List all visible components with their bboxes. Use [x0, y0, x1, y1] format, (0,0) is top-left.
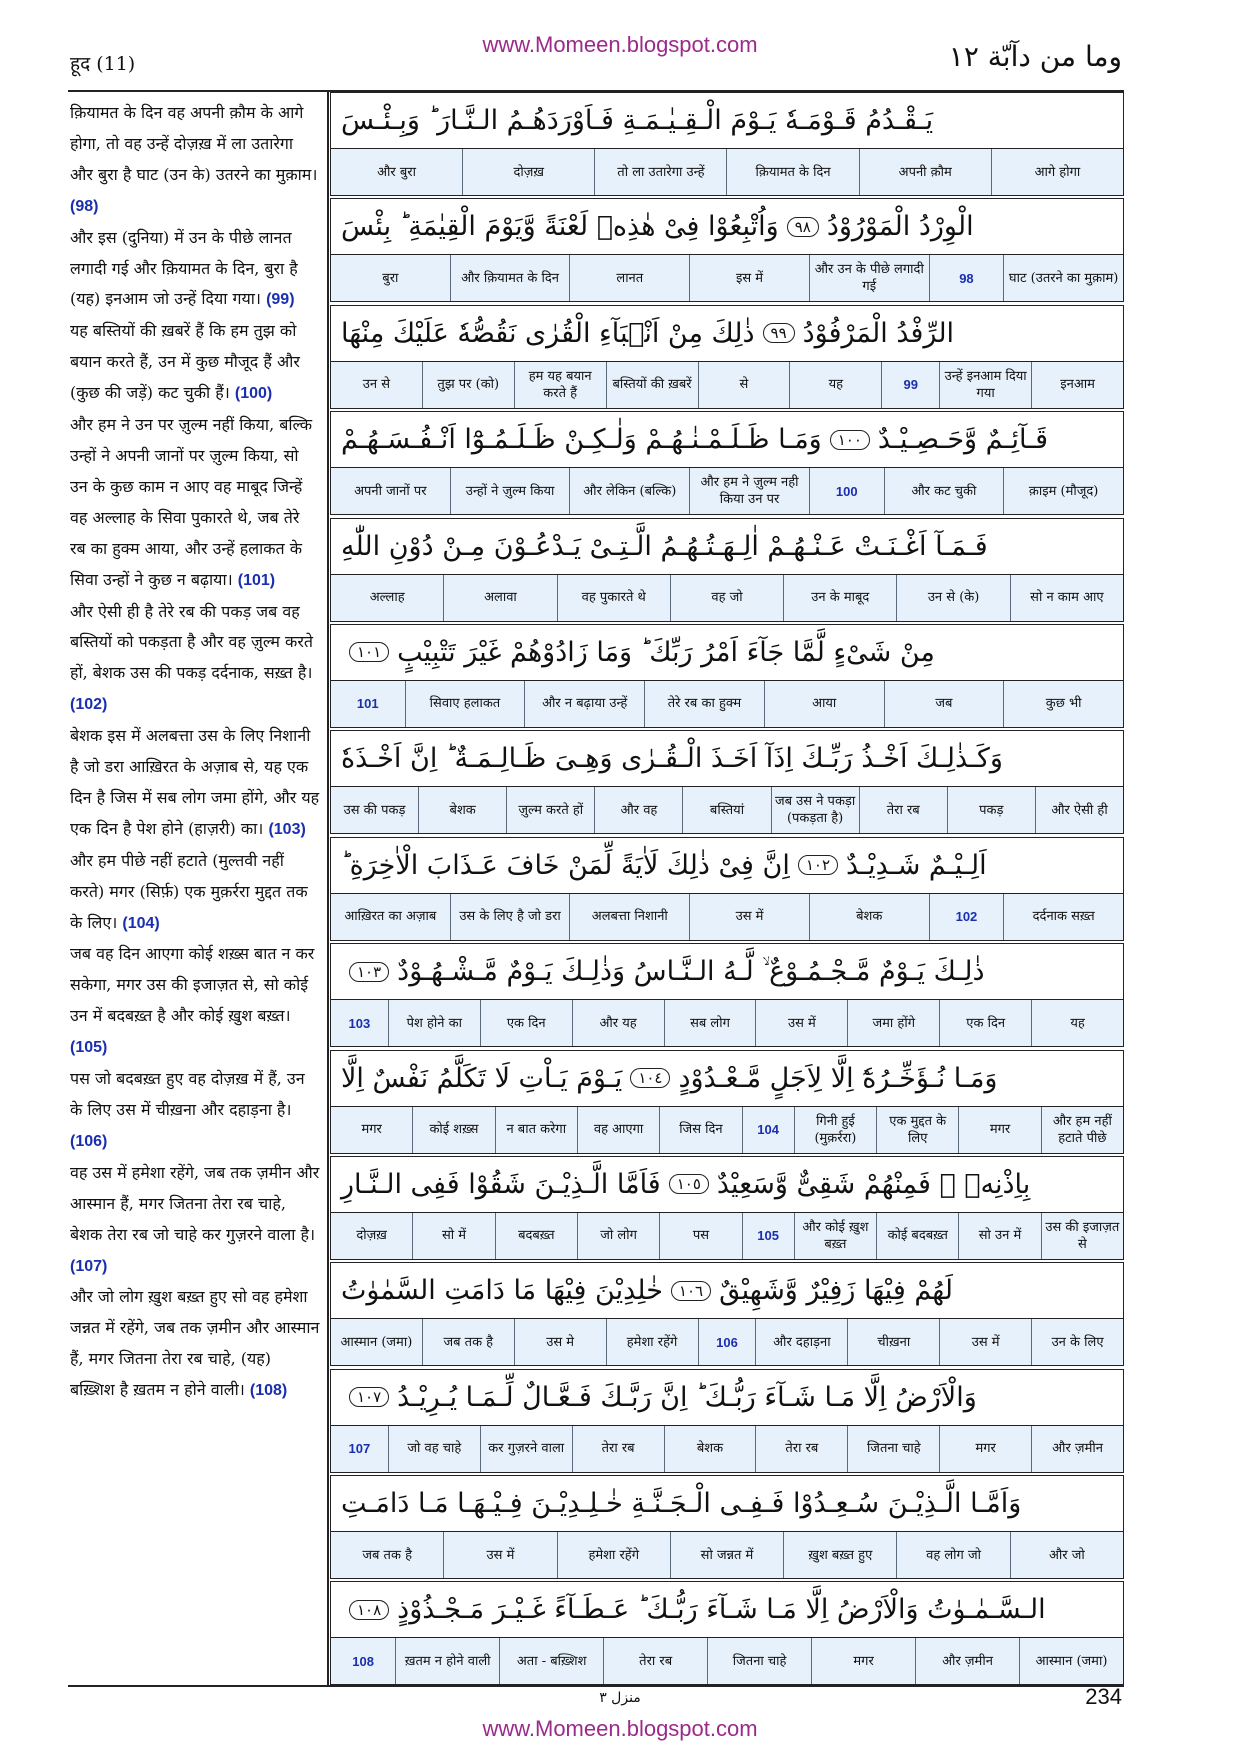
- word-cell: तेरे रब का हुक्म: [644, 681, 764, 727]
- word-cell: बस्तियां: [682, 787, 770, 833]
- arabic-text: وَاَمَّـا الَّـذِيْـنَ سُـعِـدُوْا فَـفِـى الْـجَـنَّـةِ خٰـلِـدِيْـنَ فِـيْـهَـا مَـا دَامَـتِ: [341, 1488, 1022, 1520]
- arabic-line: [330, 1475, 1124, 1531]
- word-cell: हमेशा रहेंगे: [557, 1532, 670, 1578]
- arabic-line: [330, 1369, 1124, 1425]
- word-cell: उन के लिए: [1031, 1319, 1123, 1365]
- word-meanings: [330, 467, 1124, 515]
- arabic-text: فَاَمَّا الَّـذِيْـنَ شَقُوْا فَفِى الـنَّـارِ: [341, 1168, 661, 1200]
- word-cell: 101: [356, 696, 379, 712]
- arabic-text: وَالْاَرْضُ اِلَّا مَـا شَـآءَ رَبُّـكَ ؕ اِنَّ رَبَّـكَ فَـعَّـالٌ لِّـمَـا يُـرِيْـدُ: [397, 1381, 977, 1413]
- word-cell: एक मुद्दत के लिए: [876, 1107, 958, 1153]
- ayah-marker: ١٠٤: [630, 1068, 670, 1088]
- ayah-marker: ١٠٣: [349, 962, 389, 982]
- word-meanings: [330, 999, 1124, 1047]
- arabic-line: [330, 943, 1124, 999]
- word-cell: और ज़मीन: [915, 1638, 1019, 1684]
- ayah-marker: ١٠٠: [830, 430, 870, 450]
- word-cell: 106: [698, 1319, 756, 1365]
- verse-number: (105): [70, 1039, 108, 1057]
- word-cell: क़ाइम (मौजूद): [1003, 468, 1123, 514]
- word-cell: जब तक है: [362, 1547, 412, 1563]
- verse-block: [330, 1475, 1124, 1581]
- ayah-marker: ٩٩: [763, 323, 795, 343]
- word-cell: आख़िरत का अज़ाब: [344, 909, 437, 925]
- word-cell: अलबत्ता निशानी: [569, 894, 689, 940]
- verse-number: (106): [70, 1132, 108, 1150]
- word-cell: जितना चाहे: [707, 1638, 811, 1684]
- word-cell: बेशक: [418, 787, 506, 833]
- word-cell: उस के लिए है जो डरा: [450, 894, 570, 940]
- word-cell: जितना चाहे: [847, 1426, 939, 1472]
- word-cell: मगर: [361, 1122, 382, 1138]
- word-cell: और लेकिन (बल्कि): [569, 468, 689, 514]
- word-cell: सो उन में: [958, 1213, 1040, 1259]
- translation-text: और हम पीछे नहीं हटाते (मुल्तवी नहीं करते) मगर (सिर्फ़) एक मुक़र्ररा मुद्दत तक के लिए।: [70, 850, 308, 932]
- word-meanings: [330, 254, 1124, 302]
- arabic-line: [330, 1050, 1124, 1106]
- word-cell: 108: [352, 1653, 374, 1669]
- verse-block: [330, 730, 1124, 836]
- word-cell: उस की पकड़: [343, 802, 406, 818]
- word-cell: आस्मान (जमा): [1019, 1638, 1123, 1684]
- word-cell: और यह: [572, 1000, 664, 1046]
- arabic-text: يَـوْمَ يَـاْتِ لَا تَكَلَّمُ نَفْسٌ اِلَّا: [341, 1062, 623, 1094]
- word-cell: जब उस ने पकड़ा (पकड़ता है): [771, 787, 859, 833]
- verse-block: [330, 518, 1124, 624]
- arabic-line: [330, 1262, 1124, 1318]
- word-cell: एक दिन: [480, 1000, 572, 1046]
- page-number: 234: [1085, 1684, 1122, 1709]
- word-meanings: [330, 148, 1124, 196]
- word-cell: गिनी हुई (मुक़र्ररा): [794, 1107, 876, 1153]
- arabic-text: مِنْ شَىْءٍ لَّمَّا جَآءَ اَمْرُ رَبِّكَ ؕ وَمَا زَادُوْهُمْ غَيْرَ تَتْبِيْبٍ: [397, 636, 935, 668]
- word-meanings: [330, 1425, 1124, 1473]
- word-cell: 98: [929, 255, 1004, 301]
- translation-text: और जो लोग ख़ुश बख़्त हुए सो वह हमेशा जन्नत में रहेंगे, जब तक ज़मीन और आस्मान हैं, मगर जितना तेरा रब चाहे, (यह) बख़्शिश है ख़तम न होने वाली।: [70, 1287, 320, 1400]
- word-cell: उस में: [443, 1532, 556, 1578]
- word-cell: जमा होंगे: [847, 1000, 939, 1046]
- header-url[interactable]: www.Momeen.blogspot.com: [482, 32, 758, 57]
- verse-number: (104): [122, 914, 160, 932]
- word-cell: न बात करेगा: [495, 1107, 577, 1153]
- arabic-line: [330, 837, 1124, 893]
- word-cell: दोज़ख़: [356, 1228, 387, 1244]
- word-cell: उस मे: [514, 1319, 606, 1365]
- word-cell: ख़ुश बख़्त हुए: [783, 1532, 896, 1578]
- word-meanings: [330, 1106, 1124, 1154]
- arabic-text: الْوِرْدُ الْمَوْرُوْدُ: [826, 211, 974, 243]
- arabic-line: [330, 1581, 1124, 1637]
- word-cell: और कोई ख़ुश बख़्त: [794, 1213, 876, 1259]
- word-cell: और न बढ़ाया उन्हें: [524, 681, 644, 727]
- arabic-text: الرِّفْدُ الْمَرْفُوْدُ: [802, 317, 955, 349]
- arabic-text: خٰلِدِيْنَ فِيْهَا مَا دَامَتِ السَّمٰوٰتُ: [341, 1275, 663, 1307]
- word-cell: 103: [348, 1015, 371, 1031]
- word-cell: 99: [881, 362, 939, 408]
- word-cell: ज़ुल्म करते हों: [506, 787, 594, 833]
- word-cell: यह: [1031, 1000, 1123, 1046]
- word-cell: उन्हों ने ज़ुल्म किया: [450, 468, 570, 514]
- word-cell: और जो: [1010, 1532, 1123, 1578]
- arabic-text: لَهُمْ فِيْهَا زَفِيْرٌ وَّشَهِيْقٌ: [719, 1275, 953, 1307]
- word-cell: बेशक: [809, 894, 929, 940]
- word-cell: जब तक है: [422, 1319, 514, 1365]
- verse-number: (99): [266, 291, 295, 309]
- word-cell: और कट चुकी: [884, 468, 1004, 514]
- word-cell: दर्दनाक सख़्त: [1003, 894, 1123, 940]
- word-cell: हमेशा रहेंगे: [606, 1319, 698, 1365]
- word-cell: तेरा रब: [572, 1426, 664, 1472]
- word-grid: [330, 92, 1124, 1688]
- word-cell: तेरा रब: [603, 1638, 707, 1684]
- arabic-line: [330, 624, 1124, 680]
- verse-number: (107): [70, 1257, 108, 1275]
- arabic-text: وَمَـا نُـؤَخِّـرُهٗٓ اِلَّا لِاَجَلٍ مَّـعْـدُوْدٍ: [678, 1062, 998, 1094]
- word-cell: 107: [348, 1441, 371, 1457]
- word-cell: उस की इजाज़त से: [1041, 1213, 1123, 1259]
- verse-block: [330, 1156, 1124, 1262]
- word-cell: और दहाड़ना: [755, 1319, 847, 1365]
- footer-url[interactable]: www.Momeen.blogspot.com: [482, 1716, 758, 1741]
- word-cell: पेश होने का: [388, 1000, 480, 1046]
- verse-block: [330, 305, 1124, 411]
- verse-block: [330, 837, 1124, 943]
- manzil-label: منزل ٣: [599, 1690, 641, 1706]
- word-cell: यह: [789, 362, 881, 408]
- word-cell: आगे होगा: [991, 149, 1123, 195]
- translation-text: और ऐसी ही है तेरे रब की पकड़ जब वह बस्तियों को पकड़ता है और वह ज़ुल्म करते हों, बेशक उस की पकड़ दर्दनाक, सख़्त है।: [70, 601, 313, 683]
- verse-number: (103): [268, 820, 306, 838]
- word-cell: 104: [742, 1107, 794, 1153]
- arabic-text: ذٰلِـكَ يَـوْمٌ مَّـجْـمُـوْعٌ ۙ لَّـهُ الـنَّـاسُ وَذٰلِـكَ يَـوْمٌ مَّـشْـهُـوْدٌ: [397, 955, 985, 987]
- translation-text: और हम ने उन पर ज़ुल्म नहीं किया, बल्कि उन्हों ने अपनी जानों पर ज़ुल्म किया, सो उन के कुछ काम न आए वह माबूद जिन्हें वह अल्लाह के सिवा पुकारते थे, जब तेरे रब का हुक्म आया, और उन्हें हलाकत के सिवा उन्हों ने कुछ न बढ़ाया।: [70, 415, 313, 589]
- word-cell: और हम ने ज़ुल्म नही किया उन पर: [689, 468, 809, 514]
- arabic-text: فَـمَـآ اَغْـنَـتْ عَـنْـهُـمْ اٰلِـهَـتُـهُـمُ الَّـتِـىْ يَـدْعُـوْنَ مِـنْ دُوْنِ اللّٰهِ: [341, 530, 988, 562]
- translation-text: बेशक इस में अलबत्ता उस के लिए निशानी है जो डरा आख़िरत के अज़ाब से, यह एक दिन है जिस में सब लोग जमा होंगे, और यह एक दिन है पेश होने (हाज़री) का।: [70, 726, 320, 838]
- word-meanings: [330, 1531, 1124, 1579]
- arabic-line: [330, 92, 1124, 148]
- verse-block: [330, 198, 1124, 304]
- verse-block: [330, 624, 1124, 730]
- ayah-marker: ١٠٧: [349, 1387, 389, 1407]
- word-cell: चीख़ना: [847, 1319, 939, 1365]
- word-cell: सो जन्नत में: [670, 1532, 783, 1578]
- word-cell: से: [698, 362, 790, 408]
- word-cell: ख़तम न होने वाली: [395, 1638, 499, 1684]
- word-cell: हम यह बयान करते हैं: [514, 362, 606, 408]
- word-meanings: [330, 1637, 1124, 1685]
- word-meanings: [330, 361, 1124, 409]
- word-cell: पकड़: [947, 787, 1035, 833]
- verse-block: [330, 1262, 1124, 1368]
- verse-block: [330, 1369, 1124, 1475]
- word-cell: कुछ भी: [1003, 681, 1123, 727]
- word-cell: मगर: [958, 1107, 1040, 1153]
- verse-number: (108): [249, 1382, 288, 1400]
- word-cell: अपनी जानों पर: [354, 483, 427, 499]
- verse-number: (100): [234, 385, 273, 403]
- word-cell: सब लोग: [664, 1000, 756, 1046]
- word-cell: घाट (उतरने का मुक़ाम): [1003, 255, 1123, 301]
- word-cell: जो लोग: [577, 1213, 659, 1259]
- arabic-line: [330, 305, 1124, 361]
- juz-title: وما من دآبّة ١٢: [948, 40, 1122, 73]
- word-cell: उन से (के): [896, 575, 1009, 621]
- verse-block: [330, 1050, 1124, 1156]
- word-cell: एक दिन: [939, 1000, 1031, 1046]
- ayah-marker: ١٠٢: [798, 855, 838, 875]
- word-cell: मगर: [811, 1638, 915, 1684]
- word-cell: 105: [742, 1213, 794, 1259]
- word-cell: उन्हें इनआम दिया गया: [939, 362, 1031, 408]
- word-cell: उस में: [689, 894, 809, 940]
- verse-number: (101): [237, 571, 276, 589]
- word-cell: अता - बख़्शिश: [499, 1638, 603, 1684]
- word-cell: सिवाए हलाकत: [405, 681, 525, 727]
- word-cell: और क़ियामत के दिन: [450, 255, 570, 301]
- word-cell: तो ला उतारेगा उन्हें: [594, 149, 726, 195]
- ayah-marker: ٩٨: [787, 217, 819, 237]
- word-cell: और वह: [594, 787, 682, 833]
- word-cell: 100: [809, 468, 884, 514]
- arabic-text: اَلِـيْـمٌ شَـدِيْـدٌ: [846, 849, 987, 881]
- word-cell: बदबख़्त: [495, 1213, 577, 1259]
- word-cell: कोई शख़्स: [412, 1107, 494, 1153]
- arabic-line: [330, 518, 1124, 574]
- word-cell: और बुरा: [377, 164, 416, 180]
- word-cell: जब: [884, 681, 1004, 727]
- arabic-text: وَكَـذٰلِـكَ اَخْـذُ رَبِّـكَ اِذَآ اَخَـذَ الْـقُـرٰى وَهِـىَ ظَـالِـمَـةٌ ؕ اِنَّ اَخْـذَهٗ: [341, 743, 1003, 775]
- word-cell: उस में: [755, 1000, 847, 1046]
- arabic-text: قَـآئِـمٌ وَّحَـصِـيْـدٌ: [877, 424, 1049, 456]
- word-meanings: [330, 893, 1124, 941]
- arabic-text: اِنَّ فِىْ ذٰلِكَ لَاٰيَةً لِّمَنْ خَافَ عَـذَابَ الْاٰخِرَةِ ؕ: [341, 849, 790, 881]
- arabic-text: وَمَـا ظَـلَـمْـنٰـهُـمْ وَلٰـكِـنْ ظَـلَـمُـوْٓا اَنْـفُـسَـهُـمْ: [341, 424, 822, 456]
- word-cell: वह पुकारते थे: [557, 575, 670, 621]
- word-cell: पस: [659, 1213, 741, 1259]
- word-cell: मगर: [939, 1426, 1031, 1472]
- word-meanings: [330, 786, 1124, 834]
- word-cell: तेरा रब: [755, 1426, 847, 1472]
- column-divider: [327, 90, 329, 1686]
- word-cell: सो न काम आए: [1010, 575, 1123, 621]
- word-cell: आस्मान (जमा): [340, 1334, 413, 1350]
- arabic-line: [330, 411, 1124, 467]
- word-meanings: [330, 1318, 1124, 1366]
- surah-title: हूद (11): [70, 53, 136, 75]
- arabic-line: [330, 198, 1124, 254]
- arabic-text: وَاُتْبِعُوْا فِىْ هٰذِهٖ لَعْنَةً وَّيَوْمَ الْقِيٰمَةِ ؕ بِئْسَ: [341, 211, 779, 243]
- word-cell: जो वह चाहे: [388, 1426, 480, 1472]
- arabic-text: الـسَّـمٰـوٰتُ وَالْاَرْضُ اِلَّا مَـا شَـآءَ رَبُّـكَ ؕ عَـطَـآءً غَـيْـرَ مَـجْـذُوْذٍ: [397, 1594, 1046, 1626]
- word-cell: इनआम: [1031, 362, 1123, 408]
- word-cell: उस में: [939, 1319, 1031, 1365]
- word-meanings: [330, 1212, 1124, 1260]
- word-cell: अलावा: [443, 575, 556, 621]
- word-cell: वह लोग जो: [896, 1532, 1009, 1578]
- arabic-text: بِاِذْنِهٖ ۚ فَمِنْهُمْ شَقِىٌّ وَّسَعِيْدٌ: [716, 1168, 1031, 1200]
- arabic-text: يَـقْـدُمُ قَـوْمَـهٗ يَـوْمَ الْـقِـيٰـمَـةِ فَـاَوْرَدَهُـمُ الـنَّـارَ ؕ وَبِـئْـسَ: [341, 105, 934, 136]
- word-cell: वह जो: [670, 575, 783, 621]
- translation-text: क़ियामत के दिन वह अपनी क़ौम के आगे होगा, तो वह उन्हें दोज़ख़ में ला उतारेगा और बुरा है घाट (उन के) उतरने का मुक़ाम।: [70, 103, 318, 184]
- word-meanings: [330, 680, 1124, 728]
- verse-number: (98): [70, 197, 99, 215]
- word-cell: बेशक: [664, 1426, 756, 1472]
- translation-text: पस जो बदबख़्त हुए वह दोज़ख़ में हैं, उन के लिए उस में चीख़ना और दहाड़ना है।: [70, 1069, 305, 1119]
- word-cell: अपनी क़ौम: [859, 149, 991, 195]
- word-cell: 102: [929, 894, 1004, 940]
- word-cell: और ज़मीन: [1031, 1426, 1123, 1472]
- word-cell: दोज़ख़: [462, 149, 594, 195]
- word-cell: और हम नहीं हटाते पीछे: [1041, 1107, 1123, 1153]
- word-cell: कोई बदबख़्त: [876, 1213, 958, 1259]
- ayah-marker: ١٠٨: [349, 1600, 389, 1620]
- translation-column: [70, 98, 320, 1407]
- word-cell: तेरा रब: [859, 787, 947, 833]
- verse-block: [330, 943, 1124, 1049]
- translation-text: और इस (दुनिया) में उन के पीछे लानत लगादी गई और क़ियामत के दिन, बुरा है (यह) इनआम जो उन्हें दिया गया।: [70, 227, 298, 309]
- verse-block: [330, 411, 1124, 517]
- word-cell: सो में: [412, 1213, 494, 1259]
- word-cell: लानत: [569, 255, 689, 301]
- arabic-line: [330, 730, 1124, 786]
- word-cell: आया: [764, 681, 884, 727]
- word-cell: इस में: [689, 255, 809, 301]
- word-cell: बस्तियों की ख़बरें: [606, 362, 698, 408]
- word-cell: बुरा: [382, 270, 399, 286]
- word-cell: क़ियामत के दिन: [726, 149, 858, 195]
- word-cell: उन से: [362, 377, 391, 393]
- ayah-marker: ١٠١: [349, 642, 389, 662]
- word-cell: कर गुज़रने वाला: [480, 1426, 572, 1472]
- ayah-marker: ١٠٥: [669, 1174, 709, 1194]
- word-cell: वह आएगा: [577, 1107, 659, 1153]
- arabic-text: ذٰلِكَ مِنْ اَنْۢبَآءِ الْقُرٰى نَقُصُّهٗ عَلَيْكَ مِنْهَا: [341, 317, 755, 349]
- verse-block: [330, 92, 1124, 198]
- verse-block: [330, 1581, 1124, 1687]
- verse-number: (102): [70, 696, 108, 714]
- word-cell: जिस दिन: [659, 1107, 741, 1153]
- word-cell: अल्लाह: [369, 590, 405, 606]
- translation-text: वह उस में हमेशा रहेंगे, जब तक ज़मीन और आस्मान हैं, मगर जितना तेरा रब चाहे, बेशक तेरा रब जो चाहे कर गुज़रने वाला है।: [70, 1162, 320, 1244]
- word-cell: और उन के पीछे लगादी गई: [809, 255, 929, 301]
- word-cell: और ऐसी ही: [1035, 787, 1123, 833]
- word-cell: उन के माबूद: [783, 575, 896, 621]
- arabic-line: [330, 1156, 1124, 1212]
- word-cell: तुझ पर (को): [422, 362, 514, 408]
- word-meanings: [330, 574, 1124, 622]
- translation-text: जब वह दिन आएगा कोई शख़्स बात न कर सकेगा, मगर उस की इजाज़त से, सो कोई उन में बदबख़्त है और कोई ख़ुश बख़्त।: [70, 944, 315, 1026]
- ayah-marker: ١٠٦: [671, 1281, 711, 1301]
- translation-text: यह बस्तियों की ख़बरें हैं कि हम तुझ को बयान करते हैं, उन में कुछ मौजूद हैं और (कुछ की जड़ें) कट चुकी हैं।: [70, 321, 300, 403]
